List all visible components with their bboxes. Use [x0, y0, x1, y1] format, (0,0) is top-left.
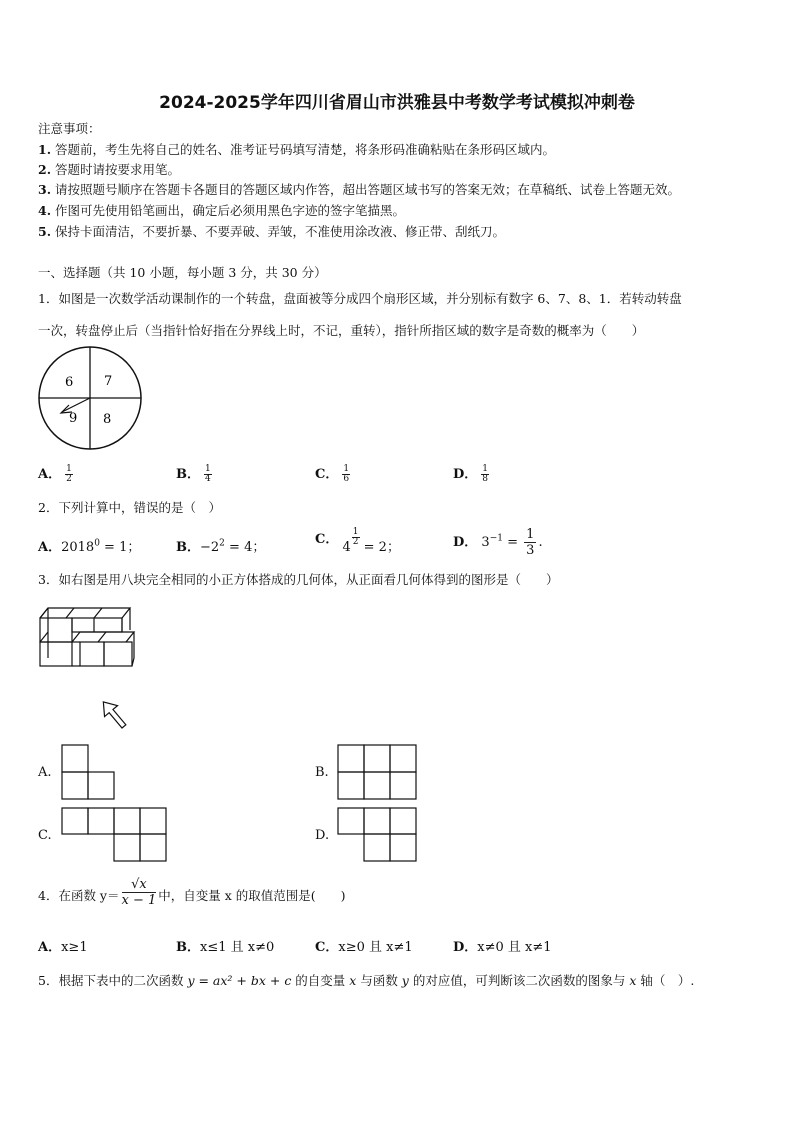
q4-option-c: C．x≥0 且 x≠1	[315, 940, 413, 955]
notice-text: 作图可先使用铅笔画出，确定后必须用黑色字迹的签字笔描黑。	[55, 203, 406, 218]
notice-num: 4.	[38, 203, 52, 218]
q1-option-d: D． $\frac{1}{8}$	[453, 464, 489, 484]
spinner-sector-label: 7	[104, 374, 113, 389]
cube-solid-figure	[36, 600, 146, 740]
spinner-figure	[36, 345, 144, 451]
notice-heading: 注意事项：	[38, 121, 101, 136]
q3-stem: 3．如右图是用八块完全相同的小正方体搭成的几何体，从正面看几何体得到的图形是（ ）	[38, 572, 559, 587]
q4-option-b: B．x≤1 且 x≠0	[176, 940, 275, 955]
q3-option-d-figure	[337, 807, 421, 865]
q3-option-b-figure	[337, 744, 419, 802]
q1-option-a: A． $\frac{1}{2}$	[38, 464, 72, 484]
q3-option-c-figure	[61, 807, 171, 865]
notice-item	[38, 203, 405, 219]
notice-text: 答题前，考生先将自己的姓名、准考证号码填写清楚，将条形码准确粘贴在条形码区域内。	[55, 142, 556, 157]
section-heading: 一、选择题（共 10 小题，每小题 3 分，共 30 分）	[38, 265, 327, 280]
notice-text: 答题时请按要求用笔。	[55, 162, 181, 177]
q3-option-a-figure	[61, 744, 119, 802]
q1-stem-line1: 1．如图是一次数学活动课制作的一个转盘，盘面被等分成四个扇形区域，并分别标有数字 6、7、8、1．若转动转盘	[38, 291, 682, 306]
notice-num: 3.	[38, 182, 52, 197]
notice-item	[38, 182, 680, 198]
notice-text: 请按照题号顺序在答题卡各题目的答题区域内作答，超出答题区域书写的答案无效；在草稿纸、试卷上答题无效。	[55, 182, 681, 197]
notice-num: 2.	[38, 162, 52, 177]
q3-option-b-label: B.	[315, 765, 329, 780]
notice-num: 1.	[38, 142, 52, 157]
spinner-sector-label: 6	[65, 375, 74, 390]
q4-stem: 4．在函数 y＝ $\frac{√x}{x - 1}$ 中，自变量 x 的取值范围是( )	[38, 877, 346, 908]
page-title: 2024-2025学年四川省眉山市洪雅县中考数学考试模拟冲刺卷	[159, 93, 635, 113]
q3-option-a-label: A.	[38, 765, 52, 780]
q2-option-a: A．$2018^0 = 1$；	[38, 538, 141, 555]
q1-option-c: C． $\frac{1}{6}$	[315, 464, 350, 484]
q2-option-d: D． $3^{-1}$ = $\frac{1}{3}$ .	[453, 527, 543, 558]
q1-stem-line2: 一次，转盘停止后（当指针恰好指在分界线上时，不记，重转），指针所指区域的数字是奇数的概率为（ ）	[38, 323, 645, 338]
spinner-sector-label: 9	[69, 411, 78, 426]
q5-stem: 5．根据下表中的二次函数 y = ax² + bx + c 的自变量 x 与函数 y 的对应值，可判断该二次函数的图象与 x 轴（ ）.	[38, 973, 695, 988]
spinner-sector-label: 8	[103, 412, 112, 427]
notice-item	[38, 162, 180, 178]
q1-option-b: B． $\frac{1}{4}$	[176, 464, 211, 484]
notice-text: 保持卡面清洁，不要折暴、不要弄破、弄皱，不准使用涂改液、修正带、刮纸刀。	[55, 224, 506, 239]
q3-option-d-label: D.	[315, 828, 330, 843]
q2-option-c: C． 4 $\frac{1}{2}$ = 2；	[315, 527, 400, 555]
q4-option-a: A．x≥1	[38, 940, 88, 955]
notice-item	[38, 224, 505, 240]
q3-option-c-label: C.	[38, 828, 52, 843]
q2-option-b: B．$-2^2 = 4$；	[176, 538, 266, 555]
q2-stem: 2．下列计算中，错误的是（ ）	[38, 500, 221, 515]
q4-option-d: D．x≠0 且 x≠1	[453, 940, 552, 955]
notice-num: 5.	[38, 224, 52, 239]
notice-item	[38, 142, 555, 158]
